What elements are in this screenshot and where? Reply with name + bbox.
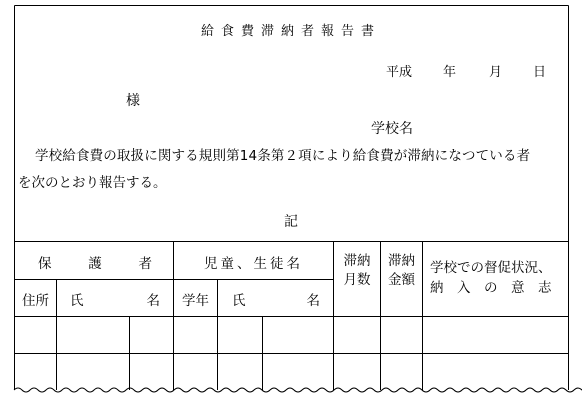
months-overdue-header xyxy=(334,253,380,288)
child-name-header-char-2: 名 xyxy=(306,293,320,309)
address-header: 住所 xyxy=(22,293,49,309)
amount-overdue-header xyxy=(381,253,422,288)
guardian-header-char-2: 護 xyxy=(88,256,102,272)
child-name-header xyxy=(232,289,320,309)
date-month-unit: 月 xyxy=(489,65,503,80)
wavy-bottom-edge xyxy=(14,388,582,392)
guardian-header-char-3: 者 xyxy=(138,256,152,272)
body-text-line-1: 学校給食費の取扱に関する規則第14条第２項により給食費が滞納になつている者 xyxy=(35,148,531,164)
table-row xyxy=(15,354,568,388)
grade-header: 学年 xyxy=(182,293,209,309)
table-row xyxy=(15,317,568,353)
date-era: 平成 xyxy=(386,65,413,80)
ki-mark: 記 xyxy=(284,214,298,230)
months-overdue-header-line-2: 月数 xyxy=(343,272,371,288)
guardian-header xyxy=(36,252,154,272)
child-header: 児童、生徒名 xyxy=(204,256,303,272)
guardian-name-header xyxy=(70,289,160,309)
form-title: 給食費滞納者報告書 xyxy=(200,24,381,39)
guardian-header-char-1: 保 xyxy=(38,256,52,272)
date-day-unit: 日 xyxy=(533,65,547,80)
months-overdue-header-line-1: 滞納 xyxy=(343,253,371,269)
addressee-suffix: 様 xyxy=(126,93,140,109)
child-name-header-char-1: 氏 xyxy=(232,293,246,309)
school-name-label: 学校名 xyxy=(371,121,413,137)
amount-overdue-header-line-1: 滞納 xyxy=(388,253,415,269)
remarks-header-line-2: 納 入 の 意 志 xyxy=(430,280,552,296)
remarks-header-line-1: 学校での督促状況、 xyxy=(430,260,552,276)
amount-overdue-header-line-2: 金額 xyxy=(388,272,415,288)
date-year-unit: 年 xyxy=(443,65,457,80)
guardian-name-header-char-2: 名 xyxy=(146,293,160,309)
guardian-name-header-char-1: 氏 xyxy=(70,293,84,309)
body-text-line-2: を次のとおり報告する。 xyxy=(18,175,167,191)
